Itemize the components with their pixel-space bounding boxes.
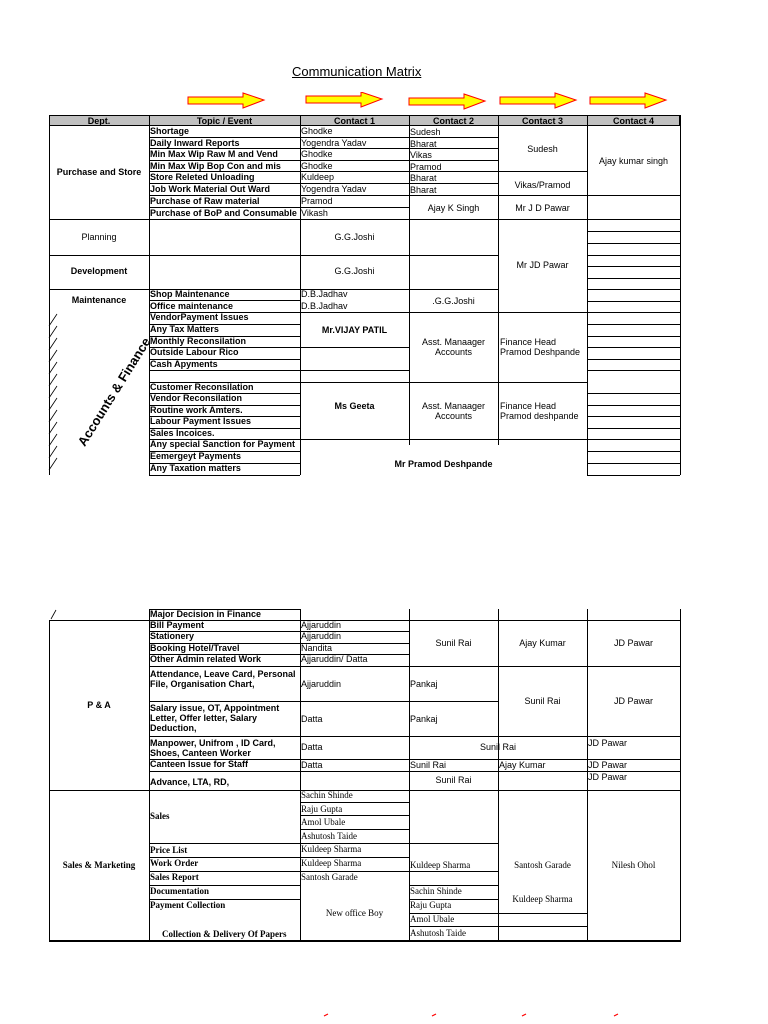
header-dept: Dept. xyxy=(87,116,111,126)
contact4-cell: Ajay kumar singh xyxy=(598,156,669,166)
arrow-icon xyxy=(188,93,264,108)
contact1-cell: Ajjaruddin xyxy=(301,620,342,630)
dept-pa: P & A xyxy=(87,700,111,710)
topic-cell: Stationery xyxy=(150,631,195,641)
contact1-cell: D.B.Jadhav xyxy=(301,289,348,299)
topic-cell: Vendor Reconsilation xyxy=(150,393,243,403)
partial-arrow-row xyxy=(0,1012,768,1024)
contact23-cell: Sunil Rai xyxy=(479,742,517,752)
topic-cell: Monthly Reconsilation xyxy=(150,336,247,346)
page-title: Communication Matrix xyxy=(292,64,422,79)
topic-cell: Attendance, Leave Card, Personal File, Organisation Chart, xyxy=(150,669,296,689)
topic-cell: Shortage xyxy=(150,126,190,136)
header-contact1: Contact 1 xyxy=(333,116,375,126)
topic-cell: Advance, LTA, RD, xyxy=(150,777,230,787)
contact2-cell: Bharat xyxy=(410,173,437,183)
contact1-cell: Pramod xyxy=(301,196,333,206)
dept-accounts: Accounts & Finance xyxy=(74,334,154,449)
contact1-cell: Datta xyxy=(301,742,323,752)
contact1-cell: D.B.Jadhav xyxy=(301,301,348,311)
topic-cell: Shop Maintenance xyxy=(150,289,230,299)
topic-cell: Salary issue, OT, Appointment Letter, Offer letter, Salary Deduction, xyxy=(150,703,280,733)
topic-cell: Purchase of BoP and Consumable xyxy=(150,208,297,218)
topic-cell: Other Admin related Work xyxy=(150,654,262,664)
dept-purchase: Purchase and Store xyxy=(56,167,142,177)
contact2-cell: Kuldeep Sharma xyxy=(410,860,471,870)
topic-cell: Office maintenance xyxy=(150,301,234,311)
topic-cell: Bill Payment xyxy=(150,620,205,630)
topic-cell: Outside Labour Rico xyxy=(150,347,239,357)
topic-cell: Any special Sanction for Payment xyxy=(150,439,296,449)
contact1-cell: Datta xyxy=(301,760,323,770)
contact1-cell: Mr Pramod Deshpande xyxy=(394,459,493,469)
contact3-cell: Finance Head Pramod Deshpande xyxy=(500,337,581,357)
topic-cell: Any Tax Matters xyxy=(150,324,219,334)
contact1-cell: Ms Geeta xyxy=(334,401,375,411)
topic-cell: Customer Reconsilation xyxy=(150,382,254,392)
contact1-cell: Amol Ubale xyxy=(301,817,346,827)
topic-cell: Price List xyxy=(150,845,188,855)
contact1-cell: Santosh Garade xyxy=(301,872,358,882)
contact3-cell: Santosh Garade xyxy=(514,860,571,870)
topic-cell: Min Max Wip Bop Con and mis xyxy=(150,161,281,171)
contact3-cell: Mr JD Pawar xyxy=(516,260,569,270)
contact2-cell: Pankaj xyxy=(410,714,438,724)
topic-cell: Sales Report xyxy=(150,872,199,882)
contact1-cell: Yogendra Yadav xyxy=(301,184,367,194)
topic-cell: Payment Collection xyxy=(150,900,226,910)
arrow-row xyxy=(0,92,768,112)
contact1-cell: New office Boy xyxy=(325,908,384,918)
arrow-icon xyxy=(500,93,576,108)
contact1-cell: Ashutosh Taide xyxy=(301,831,357,841)
header-contact2: Contact 2 xyxy=(432,116,474,126)
contact2-cell: Pramod xyxy=(410,162,442,172)
dept-planning: Planning xyxy=(81,232,117,242)
contact4-cell: Nilesh Ohol xyxy=(611,860,656,870)
arrow-icon xyxy=(409,94,485,109)
contact1-cell: Ajjaruddin xyxy=(301,631,342,641)
contact1-cell: Ajjaruddin/ Datta xyxy=(301,654,368,664)
topic-cell: VendorPayment Issues xyxy=(150,312,249,322)
dept-sales: Sales & Marketing xyxy=(62,860,136,870)
contact2-cell: Vikas xyxy=(410,150,432,160)
contact2-cell: Ajay K Singh xyxy=(427,203,480,213)
contact2-cell: Asst. Manaager Accounts xyxy=(421,337,486,357)
contact3-cell: Kuldeep Sharma xyxy=(512,894,573,904)
contact3-cell: Ajay Kumar xyxy=(519,638,566,648)
contact2-cell: Amol Ubale xyxy=(410,914,455,924)
contact4-cell: JD Pawar xyxy=(588,738,628,748)
contact3-cell: Sudesh xyxy=(527,144,558,154)
topic-cell: Store Releted Unloading xyxy=(150,172,255,182)
topic-cell: Booking Hotel/Travel xyxy=(150,643,240,653)
header-topic: Topic / Event xyxy=(196,116,253,126)
dept-maintenance: Maintenance xyxy=(71,295,127,305)
topic-cell: Min Max Wip Raw M and Vend xyxy=(150,149,278,159)
contact1-cell: G.G.Joshi xyxy=(334,232,375,242)
contact4-cell: JD Pawar xyxy=(588,772,628,782)
contact1-cell: Vikash xyxy=(301,208,328,218)
contact1-cell: Ajjaruddin xyxy=(301,679,342,689)
contact3-cell: Ajay Kumar xyxy=(499,760,546,770)
topic-cell: Sales xyxy=(150,811,170,821)
slash-mark xyxy=(49,609,59,621)
contact2-cell: Ashutosh Taide xyxy=(410,928,466,938)
contact1-cell: Kuldeep Sharma xyxy=(301,858,362,868)
contact2-cell: Pankaj xyxy=(410,679,438,689)
topic-cell: Daily Inward Reports xyxy=(150,138,240,148)
contact2-cell: Bharat xyxy=(410,185,437,195)
header-contact3: Contact 3 xyxy=(521,116,563,126)
contact2-cell: Sunil Rai xyxy=(435,638,472,648)
contact1-cell: Ghodke xyxy=(301,149,333,159)
contact2-cell: .G.G.Joshi xyxy=(432,296,475,306)
topic-cell: Cash Apyments xyxy=(150,359,218,369)
contact1-cell: G.G.Joshi xyxy=(334,266,375,276)
topic-cell: Collection & Delivery Of Papers xyxy=(162,929,287,939)
contact1-cell: Yogendra Yadav xyxy=(301,138,367,148)
topic-cell: Manpower, Unifrom , ID Card, Shoes, Canteen Worker xyxy=(150,738,276,758)
topic-cell: Any Taxation matters xyxy=(150,463,241,473)
contact3-cell: Mr J D Pawar xyxy=(515,203,570,213)
contact3-cell: Finance Head Pramod deshpande xyxy=(500,401,579,421)
contact1-cell: Kuldeep xyxy=(301,172,335,182)
topic-cell: Eemergeyt Payments xyxy=(150,451,242,461)
contact1-cell: Raju Gupta xyxy=(301,804,343,814)
contact4-cell: JD Pawar xyxy=(613,638,653,648)
topic-cell: Routine work Amters. xyxy=(150,405,243,415)
contact23-cell: Sunil Rai xyxy=(435,775,472,785)
contact1-cell: Kuldeep Sharma xyxy=(301,844,362,854)
contact2-cell: Sudesh xyxy=(410,127,441,137)
contact1-cell: Mr.VIJAY PATIL xyxy=(321,325,388,335)
topic-cell: Work Order xyxy=(150,858,199,868)
dept-development: Development xyxy=(70,266,128,276)
topic-cell: Labour Payment Issues xyxy=(150,416,252,426)
contact2-cell: Raju Gupta xyxy=(410,900,452,910)
hatch-lines xyxy=(45,312,75,477)
contact2-cell: Sunil Rai xyxy=(410,760,447,770)
contact1-cell: Sachin Shinde xyxy=(301,790,353,800)
arrow-icon xyxy=(306,92,382,107)
topic-cell: Purchase of Raw material xyxy=(150,196,260,206)
topic-cell: Job Work Material Out Ward xyxy=(150,184,271,194)
topic-cell: Documentation xyxy=(150,886,209,896)
contact4-cell: JD Pawar xyxy=(588,760,628,770)
contact1-cell: Nandita xyxy=(301,643,333,653)
contact2-cell: Asst. Manaager Accounts xyxy=(421,401,486,421)
contact1-cell: Ghodke xyxy=(301,161,333,171)
header-contact4: Contact 4 xyxy=(612,116,654,126)
contact2-cell: Bharat xyxy=(410,139,437,149)
contact1-cell: Datta xyxy=(301,714,323,724)
contact1-cell: Ghodke xyxy=(301,126,333,136)
contact3-cell: Sunil Rai xyxy=(524,696,561,706)
topic-cell: Sales Incoices. xyxy=(150,428,215,438)
topic-cell: Major Decision in Finance xyxy=(150,609,262,619)
contact3-cell: Vikas/Pramod xyxy=(514,180,571,190)
contact4-cell: JD Pawar xyxy=(613,696,653,706)
contact2-cell: Sachin Shinde xyxy=(410,886,462,896)
topic-cell: Canteen Issue for Staff xyxy=(150,759,249,769)
arrow-icon xyxy=(590,93,666,108)
